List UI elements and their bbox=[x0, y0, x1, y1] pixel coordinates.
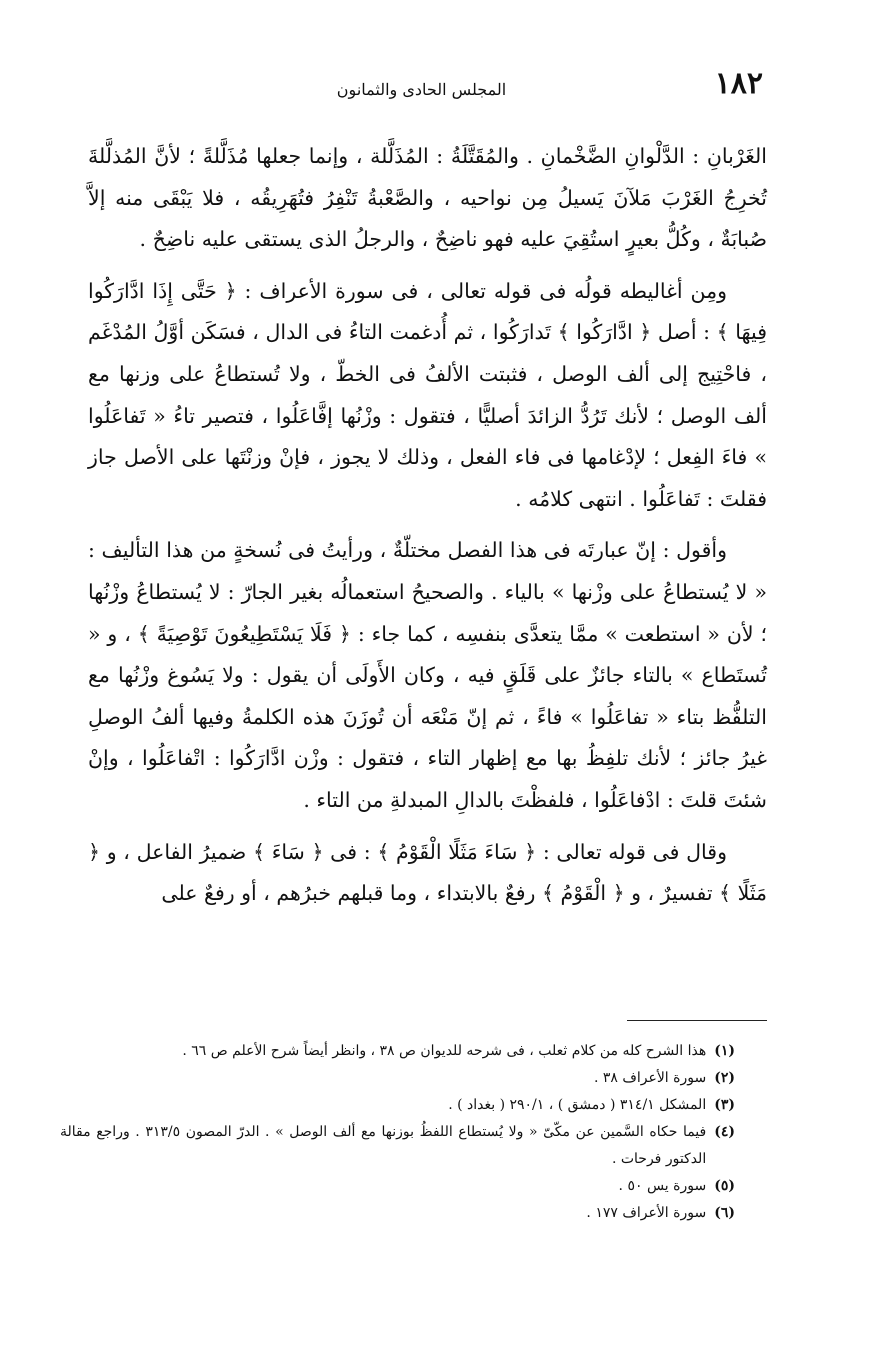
footnote-5 bbox=[60, 1173, 735, 1200]
footnote-separator bbox=[627, 1020, 767, 1021]
footnote-text: هذا الشرح كله من كلام ثعلب ، فى شرحه للديوان ص ٣٨ ، وانظر أيضاً شرح الأعلم ص ٦٦ . bbox=[182, 1043, 707, 1059]
footnote-number: (٦) bbox=[714, 1205, 735, 1221]
paragraph-3: وأقول : إنّ عبارتَه فى هذا الفصل مختلّةٌ ، ورأيتُ فى نُسخةٍ من هذا التأليف : « لا يُستطاعُ على وزْنها » بالياء . والصحيحُ استعمالُه بغير الجارّ : لا يُستطاعُ وزْنُها ؛ لأن « استطعت » ممَّا يتعدَّى بنفسِه ، كما جاء : ﴿ فَلَا يَسْتَطِيعُونَ تَوْصِيَةً ﴾ ، و « تُستَطاع » بالتاء جائزٌ على قَلَقٍ فيه ، وكان الأَولَى أن يقول : ولا يَسُوغ وزْنُها مع التلفُّظ بتاء « تفاعَلُوا » فاءً ، ثم إنّ مَنْعَه أن تُوزَنَ هذه الكلمةُ وفيها ألفُ الوصلِ غيرُ جائز ؛ لأنك تلفِظُ بها مع إظهار التاء ، فتقول : وزْن ادَّارَكُوا : اتْفاعَلُوا ، وإنْ شئتَ قلتَ : ادْفاعَلُوا ، فلفظْتَ بالدالِ المبدلةِ من التاء . bbox=[88, 538, 767, 812]
footnote-text: سورة الأعراف ٣٨ . bbox=[593, 1070, 707, 1086]
running-title: المجلس الحادى والثمانون bbox=[336, 80, 507, 99]
footnote-number: (٣) bbox=[714, 1097, 735, 1113]
paragraph-2: ومِن أغاليطه قولُه فى قوله تعالى ، فى سورة الأعراف : ﴿ حَتَّى إِذَا ادَّارَكُوا فِيهَا ﴾ : أصل ﴿ ادَّارَكُوا ﴾ تَدارَكُوا ، ثم أُدغمت التاءُ فى الدال ، فسَكَن أوَّلُ المُدْغَم ، فاحْتِيج إلى ألف الوصل ، فثبتت الألفُ فى الخطّ ، ولا تُستطاعُ على وزنها مع ألف الوصل ؛ لأنك تَرُدُّ الزائدَ أصليًّا ، فتقول : وزْنُها إفَّاعَلُوا ، فتصير تاءُ « تَفاعَلُوا » فاءَ الفِعل ؛ لإدْغامها فى فاء الفعل ، وذلك لا يجوز ، فإنْ وزنْتَها على الأصل جاز فقلتَ : تَفاعَلُوا . انتهى كلامُه . bbox=[88, 278, 767, 511]
footnote-2 bbox=[60, 1065, 735, 1092]
footnotes bbox=[60, 1038, 735, 1227]
footnote-number: (٤) bbox=[714, 1124, 735, 1140]
footnote-text: سورة يس ٥٠ . bbox=[618, 1178, 707, 1194]
footnote-number: (٥) bbox=[714, 1178, 735, 1194]
page-header bbox=[120, 62, 763, 112]
footnote-1 bbox=[60, 1038, 735, 1065]
footnote-text: المشكل ٣١٤/١ ( دمشق ) ، ٢٩٠/١ ( بغداد ) . bbox=[448, 1097, 707, 1113]
footnote-6 bbox=[60, 1200, 735, 1227]
footnote-3 bbox=[60, 1092, 735, 1119]
footnote-4 bbox=[60, 1119, 735, 1173]
footnote-number: (١) bbox=[714, 1043, 735, 1059]
footnote-number: (٢) bbox=[714, 1070, 735, 1086]
page-number: ١٨٢ bbox=[714, 66, 763, 101]
main-text bbox=[88, 136, 767, 925]
footnote-text: فيما حكاه السَّمين عن مكّىّ « ولا يُستطاع اللفظُ بوزنها مع ألف الوصل » . الدرّ المصون ٣١٣/٥ . وراجع مقالة الدكتور فرحات . bbox=[60, 1124, 707, 1167]
footnote-text: سورة الأعراف ١٧٧ . bbox=[586, 1205, 707, 1221]
paragraph-4: وقال فى قوله تعالى : ﴿ سَاءَ مَثَلًا الْقَوْمُ ﴾ : فى ﴿ سَاءَ ﴾ ضميرُ الفاعل ، و ﴿ مَثَلًا ﴾ تفسيرٌ ، و ﴿ الْقَوْمُ ﴾ رفعٌ بالابتداء ، وما قبلهم خبرُهم ، أو رفعٌ على bbox=[88, 839, 767, 906]
paragraph-1: الغَرْبانِ : الدَّلْوانِ الضَّخْمانِ . والمُقَتَّلَةُ : المُذَلَّلة ، وإنما جعلها مُذَلَّلةً ؛ لأنَّ المُذلَّلةَ تُخرِجُ الغَرْبَ مَلآنَ يَسيلُ مِن نواحيه ، والصَّعْبةُ تَنْفِرُ فتُهَرِيقُه ، فلا يَبْقَى منه إلاَّ صُبابَةٌ ، وكُلُّ بعيرٍ استُقِيَ عليه فهو ناضِحٌ ، والرجلُ الذى يستقى عليه ناضِحٌ . bbox=[88, 144, 767, 252]
